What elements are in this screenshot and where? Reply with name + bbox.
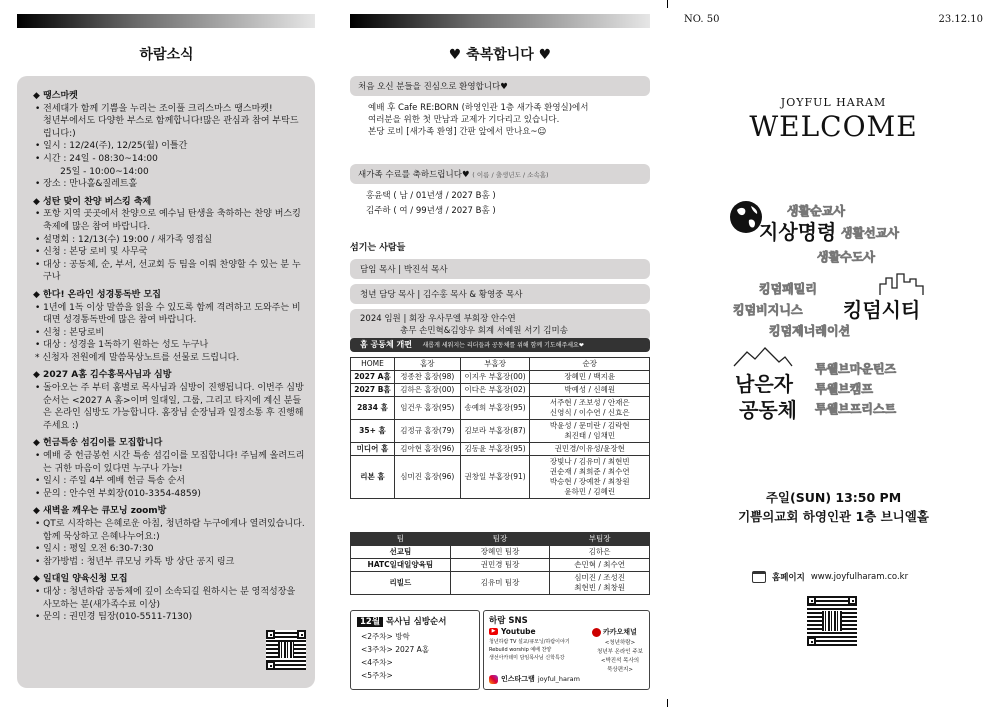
news-line: • 설명회 : 12/13(수) 19:00 / 새가족 영접실 — [35, 234, 213, 245]
news-line: • 전세대가 함께 기쁨을 누리는 조이풀 크리스마스 땡스마켓! — [35, 103, 273, 114]
vision-word: 킹덤비지니스 — [733, 303, 803, 317]
table-cell: 2834 홈 — [351, 397, 395, 420]
youtube-channel: Rebuild worship 예배 찬양 — [489, 647, 552, 653]
instagram-link[interactable] — [489, 674, 580, 684]
kakao-line: <박진석 목사의 — [600, 658, 640, 664]
home-reorg-title: 홈 공동체 개편 — [360, 340, 412, 349]
officers-row — [350, 309, 650, 341]
news-list — [33, 90, 308, 624]
table-cell: 권창일 부홈장(91) — [460, 456, 530, 499]
table-cell: 미디어 홈 — [351, 443, 395, 456]
news-heading: ◆ 헌금특송 섬김이를 모집합니다 — [33, 438, 163, 449]
table-cell: 심미진 홈장(96) — [394, 456, 460, 499]
visit-schedule-box — [350, 610, 480, 690]
officers-line: 2024 임원 | 회장 우사무엘 부회장 안수연 — [360, 314, 516, 324]
table-row — [351, 443, 650, 456]
news-line: • 일시 : 12/24(주), 12/25(월) 이틀간 — [35, 141, 188, 152]
header-gradient-bar — [350, 14, 650, 28]
table-column-header: 팀 — [351, 533, 451, 546]
visit-item: <5주차> — [361, 671, 393, 680]
homepage-label: 홈페이지 — [772, 573, 805, 583]
vision-word: 킹덤패밀리 — [759, 282, 817, 296]
cover-subtitle: JOYFUL HARAM — [780, 96, 887, 109]
vision-word: 투웰브마운틴즈 — [815, 362, 897, 376]
visit-item: <4주차> — [361, 658, 393, 667]
table-cell: 선교팀 — [351, 546, 451, 559]
kakao-link[interactable] — [592, 627, 648, 637]
news-line: • 신청 : 본당로비 — [35, 327, 105, 338]
table-row — [351, 371, 650, 384]
vision-word: 생활순교사 — [787, 204, 845, 218]
servers-title: 섬기는 사람들 — [350, 243, 406, 253]
table-cell: 서주현 / 조보성 / 안재은 신영식 / 이수연 / 신효은 — [530, 397, 650, 420]
issue-number: NO. 50 — [684, 14, 720, 25]
homepage-link[interactable] — [752, 571, 908, 583]
news-line: * 신청자 전원에게 말씀묵상노트를 선물로 드립니다. — [35, 352, 240, 363]
qr-code[interactable] — [266, 630, 306, 670]
vision-word: 투웰브프리스트 — [815, 402, 897, 416]
news-line: 25일 - 10:00~14:00 — [43, 166, 149, 177]
table-cell: 박예성 / 신혜원 — [530, 384, 650, 397]
kakao-line: 청년부 온라인 주보 — [596, 649, 643, 655]
news-line: • 대상 : 성경을 1독하기 원하는 성도 누구나 — [35, 340, 209, 351]
news-line: • 신청 : 본당 로비 및 사무국 — [35, 247, 148, 258]
table-column-header: 순장 — [530, 358, 650, 371]
news-heading: ◆ 새벽을 깨우는 큐모닝 zoom방 — [33, 506, 167, 517]
table-row — [351, 559, 650, 572]
table-cell: 송예희 부홈장(95) — [460, 397, 530, 420]
table-cell: 심미진 / 조성진 최현빈 / 최창원 — [550, 572, 650, 595]
news-line: • 포항 지역 곳곳에서 찬양으로 예수님 탄생을 축하하는 찬양 버스킹 축제에 많은 참여 바랍니다. — [35, 209, 304, 232]
news-heading: ◆ 땡스마켓 — [33, 91, 78, 101]
youtube-label: Youtube — [501, 627, 536, 636]
service-place: 기쁨의교회 하영인관 1층 브니엘홀 — [738, 509, 929, 524]
kakao-channels — [592, 639, 648, 675]
news-line: • 돌아오는 주 부터 홈별로 목사님과 심방이 진행됩니다. 이번주 심방 순서는 <2027 A 홈>이며 일대일, 그룹, 그리고 타지에 계신 분들은 온라인 심방도 가능합니다. 홈장님 순장님과 일정소통 후 진행해주세요 :) — [35, 383, 307, 431]
table-cell: 손민혁 / 최수연 — [550, 559, 650, 572]
youtube-channels — [489, 638, 589, 662]
visit-list — [357, 630, 473, 682]
graduation-block — [350, 164, 650, 219]
table-cell: 정종찬 홈장(98) — [394, 371, 460, 384]
table-column-header: HOME — [351, 358, 395, 371]
visit-month: 12월 — [357, 617, 383, 627]
vision-main-word: 남은자 — [735, 372, 793, 396]
vision-word: 킹덤제너레이션 — [769, 324, 851, 338]
news-line: • 문의 : 안수연 부회장(010-3354-4859) — [35, 488, 201, 499]
table-column-header: 부팀장 — [550, 533, 650, 546]
table-cell: HATC일대일양육팀 — [351, 559, 451, 572]
table-cell: 김유미 팀장 — [450, 572, 550, 595]
news-line: • 일시 : 주일 4부 예배 헌금 특송 순서 — [35, 476, 185, 487]
news-line: • QT로 시작하는 은혜로운 아침, 청년하람 누구에게나 열려있습니다. 함께 묵상하고 은혜나누어요:) — [35, 519, 308, 542]
table-cell: 리빌드 — [351, 572, 451, 595]
table-cell: 박윤성 / 문미란 / 김락현 최진태 / 임채민 — [530, 420, 650, 443]
table-cell: 2027 B홈 — [351, 384, 395, 397]
welcome-line: 예배 후 Cafe RE:BORN (하영인관 1층 새가족 환영실)에서 — [368, 103, 589, 113]
table-cell: 김하은 — [550, 546, 650, 559]
blessing-column — [333, 0, 667, 707]
news-line: • 참가방법 : 청년부 큐모닝 카톡 방 상단 공지 링크 — [35, 556, 235, 567]
table-cell: 이다은 부홈장(02) — [460, 384, 530, 397]
graduate-item: 홍윤택 ( 남 / 01년생 / 2027 B홈 ) — [366, 191, 496, 201]
youth-pastor-row: 청년 담당 목사 | 김수홍 목사 & 황영중 목사 — [350, 284, 650, 304]
visit-title: 목사님 심방순서 — [386, 617, 447, 627]
news-title: 하람소식 — [139, 47, 194, 63]
city-skyline-icon — [879, 270, 925, 296]
issue-date: 23.12.10 — [938, 14, 983, 25]
vision-main-word: 지상명령 — [759, 220, 837, 244]
vision-remnant-community — [729, 344, 969, 424]
table-column-header: 홈장 — [394, 358, 460, 371]
sns-title: 하람 SNS — [489, 616, 528, 626]
welcome-block — [350, 76, 650, 138]
news-line: • 시간 : 24일 - 08:30~14:00 — [35, 153, 158, 164]
table-row — [351, 546, 650, 559]
graduation-heading — [350, 164, 650, 184]
table-cell: 김하은 홈장(00) — [394, 384, 460, 397]
youtube-icon: ▶ — [489, 628, 498, 635]
table-row — [351, 384, 650, 397]
table-cell: 장빛나 / 김유미 / 최현빈 권순재 / 최희준 / 최수연 박승현 / 장예찬 / 최창원 윤하민 / 김혜린 — [530, 456, 650, 499]
kakao-icon — [592, 628, 601, 637]
visit-item: <3주차> 2027 A홈 — [361, 645, 430, 654]
graduation-heading-text: 새가족 수료를 축하드립니다♥ — [358, 170, 470, 180]
welcome-heading: 처음 오신 분들을 진심으로 환영합니다♥ — [350, 76, 650, 96]
instagram-icon — [489, 675, 498, 684]
news-line: • 문의 : 권민경 팀장(010-5511-7130) — [35, 612, 193, 623]
table-cell: 김아현 홈장(96) — [394, 443, 460, 456]
kakao-line: 묵상편지> — [607, 667, 633, 673]
news-line: • 장소 : 만나홀&질레트홀 — [35, 179, 138, 190]
news-heading: ◆ 일대일 양육신청 모집 — [33, 574, 128, 585]
youtube-channel: 청년하람 TV 설교/큐모닝/하람이야기 — [489, 639, 570, 645]
news-heading: ◆ 성탄 맞이 찬양 버스킹 축제 — [33, 196, 152, 207]
news-column — [0, 0, 333, 707]
homepage-qr-code[interactable] — [807, 596, 857, 646]
home-reorg-note: 새롭게 세워지는 리더들과 공동체를 위해 함께 기도해주세요❤ — [422, 342, 584, 349]
table-cell: 리본 홈 — [351, 456, 395, 499]
kakao-block[interactable] — [592, 627, 648, 675]
sns-box — [483, 610, 650, 690]
servers-block — [350, 240, 650, 341]
welcome-line: 여러분을 위한 첫 만남과 교제가 기다리고 있습니다. — [368, 115, 560, 125]
welcome-body — [350, 102, 650, 138]
vision-kingdom-city — [729, 268, 969, 342]
table-cell: 김동윤 부홈장(95) — [460, 443, 530, 456]
table-cell: 2027 A홈 — [351, 371, 395, 384]
visit-schedule-heading — [357, 615, 473, 627]
news-line: 청년부에서도 다양한 부스로 함께합니다!많은 관심과 참여 부탁드립니다:) — [43, 116, 299, 139]
vision-word: 투웰브캠프 — [815, 382, 873, 396]
table-cell: 35+ 홈 — [351, 420, 395, 443]
table-column-header: 부홈장 — [460, 358, 530, 371]
table-row — [351, 420, 650, 443]
news-panel — [17, 76, 315, 688]
blessing-title: ♥ 축복합니다 ♥ — [448, 47, 552, 63]
kakao-line: <청년하람> — [604, 640, 636, 646]
home-reorg-heading — [350, 338, 650, 352]
kakao-label: 카카오채널 — [603, 628, 637, 636]
table-cell: 권민경/이유성/윤장현 — [530, 443, 650, 456]
service-time: 주일(SUN) 13:50 PM — [765, 490, 902, 505]
cover-title: WELCOME — [749, 110, 918, 143]
officers-line: 총무 손민혁&김양우 회계 서예원 서기 김미송 — [400, 326, 568, 336]
table-row — [351, 397, 650, 420]
news-line: • 대상 : 청년하람 공동체에 깊이 소속되길 원하시는 분 영적성장을 사모하는 분(새가족수료 이상) — [35, 586, 299, 610]
table-cell: 이지우 부홈장(00) — [460, 371, 530, 384]
table-cell: 장혜민 / 백지윤 — [530, 371, 650, 384]
vision-main-word: 공동체 — [739, 398, 797, 422]
vision-word: 생활선교사 — [841, 226, 899, 240]
table-cell: 장혜민 팀장 — [450, 546, 550, 559]
graduation-list — [350, 189, 650, 219]
table-cell: 임건우 홈장(95) — [394, 397, 460, 420]
news-line: • 예배 중 헌금봉헌 시간 특송 섬김이를 모집합니다! 주님께 올려드리는 귀한 마음이 있다면 누구나 가능! — [35, 451, 305, 474]
vision-word: 생활수도사 — [817, 250, 875, 264]
home-table — [350, 357, 650, 499]
youtube-block[interactable] — [489, 627, 589, 662]
graduation-note: ( 이름 / 출생년도 / 소속홈) — [472, 171, 549, 179]
service-info — [667, 488, 1000, 526]
team-table — [350, 532, 650, 595]
instagram-id: joyful_haram — [537, 675, 580, 683]
table-cell: 김보라 부홈장(87) — [460, 420, 530, 443]
header-gradient-bar — [17, 14, 315, 28]
team-table-header — [351, 533, 650, 546]
senior-pastor-row: 담임 목사 | 박진석 목사 — [350, 259, 650, 279]
youtube-channel: 생선아카데미 담임목사님 신학특강 — [489, 655, 565, 661]
news-heading: ◆ 한다! 온라인 성경통독반 모집 — [33, 289, 161, 300]
browser-icon — [752, 571, 766, 583]
youtube-link[interactable] — [489, 627, 589, 636]
table-column-header: 팀장 — [450, 533, 550, 546]
welcome-line: 본당 로비 [새가족 환영] 간판 앞에서 만나요~☺ — [368, 127, 547, 137]
cover-column — [667, 0, 1000, 707]
news-line: • 일시 : 평일 오전 6:30-7:30 — [35, 544, 154, 555]
vision-main-word: 킹덤시티 — [843, 298, 921, 322]
table-row — [351, 456, 650, 499]
instagram-label: 인스타그램 — [501, 675, 535, 683]
globe-icon — [729, 200, 763, 234]
news-line: • 1년에 1독 이상 말씀을 읽을 수 있도록 함께 격려하고 도와주는 비대면 성경통독반에 많은 참여 바랍니다. — [35, 302, 301, 326]
news-line: • 대상 : 공동체, 순, 부서, 선교회 등 팀을 이뤄 찬양할 수 있는 분 누구나 — [35, 259, 301, 283]
table-cell: 김정규 홈장(79) — [394, 420, 460, 443]
mountains-icon — [733, 346, 793, 368]
table-row — [351, 572, 650, 595]
news-heading: ◆ 2027 A홈 김수홍목사님과 심방 — [33, 370, 172, 381]
table-cell: 권민경 팀장 — [450, 559, 550, 572]
visit-item: <2주차> 방학 — [361, 632, 410, 641]
graduate-item: 김주하 ( 여 / 99년생 / 2027 B홈 ) — [366, 206, 496, 216]
homepage-url: www.joyfulharam.co.kr — [810, 572, 909, 582]
vision-great-commission — [729, 200, 959, 276]
home-table-header — [351, 358, 650, 371]
